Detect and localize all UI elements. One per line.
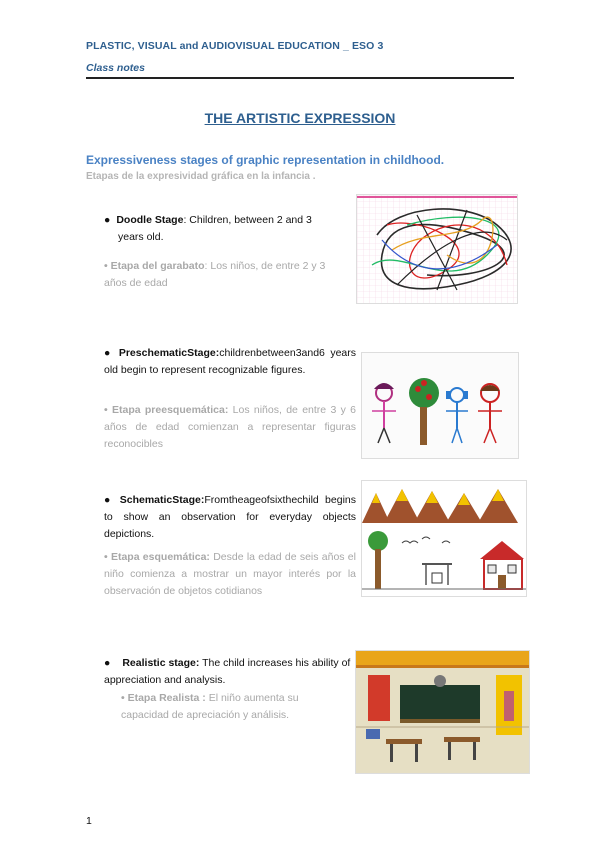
stage-name: Doodle Stage	[116, 214, 184, 226]
schematic-drawing-image	[361, 480, 527, 597]
stage-name: PreschematicStage:	[118, 347, 220, 359]
stage-schematic-en	[104, 492, 356, 543]
stage-name-es: • Etapa del garabato	[104, 260, 205, 272]
page-title-text: THE ARTISTIC EXPRESSION	[204, 110, 396, 126]
stage-text: childrenbetween3and6 years old begin to represent recognizable figures.	[104, 347, 356, 376]
bullet-icon: ●	[104, 214, 111, 226]
stage-text: : Children, between 2 and 3	[183, 214, 312, 226]
page-number: 1	[86, 815, 92, 827]
header-divider	[86, 77, 514, 79]
realistic-drawing-image	[355, 650, 530, 774]
stage-preschematic-es	[104, 402, 356, 453]
bullet-icon: ●	[104, 657, 111, 669]
stage-doodle-es	[104, 258, 344, 292]
stage-schematic-es	[104, 549, 356, 600]
stage-name-es: • Etapa esquemática:	[104, 551, 210, 563]
stage-name-es: • Etapa preesquemática:	[104, 404, 229, 416]
stage-name-es: • Etapa Realista :	[121, 692, 206, 704]
bullet-icon: ●	[104, 494, 114, 506]
stage-text: The child increases his ability of appreciation and analysis.	[104, 657, 351, 686]
stage-name: Realistic stage:	[122, 657, 200, 669]
section-subtitle: Etapas de la expresividad gráfica en la infancia .	[86, 171, 316, 182]
stage-preschematic-en	[104, 345, 356, 379]
stage-text-es: El niño aumenta su capacidad de apreciación y análisis.	[121, 692, 299, 721]
stage-doodle-en	[104, 212, 334, 246]
stage-name: SchematicStage:	[119, 494, 205, 506]
stage-text-es: Desde la edad de seis años el niño comienza a mostrar un mayor interés por la observación de objetos cotidianos	[104, 551, 356, 597]
class-notes-label: Class notes	[86, 62, 145, 74]
stage-text-es: : Los niños, de entre 2 y 3 años de edad	[104, 260, 326, 289]
preschematic-drawing-image	[361, 352, 519, 459]
stage-text: Fromtheageofsixthechild begins to show an observation for everyday objects depictions.	[104, 494, 356, 540]
stage-text-es: Los niños, de entre 3 y 6 años de edad comienzan a representar figuras reconocibles	[104, 404, 356, 450]
stage-text-cont: years old.	[118, 231, 164, 243]
page-title	[0, 110, 600, 126]
section-title: Expressiveness stages of graphic representation in childhood.	[86, 153, 445, 167]
stage-realistic-en	[104, 655, 354, 689]
doodle-drawing-image	[356, 194, 518, 304]
bullet-icon: ●	[104, 347, 113, 359]
course-header: PLASTIC, VISUAL and AUDIOVISUAL EDUCATION _ ESO 3	[86, 40, 384, 52]
stage-realistic-es	[121, 690, 321, 724]
